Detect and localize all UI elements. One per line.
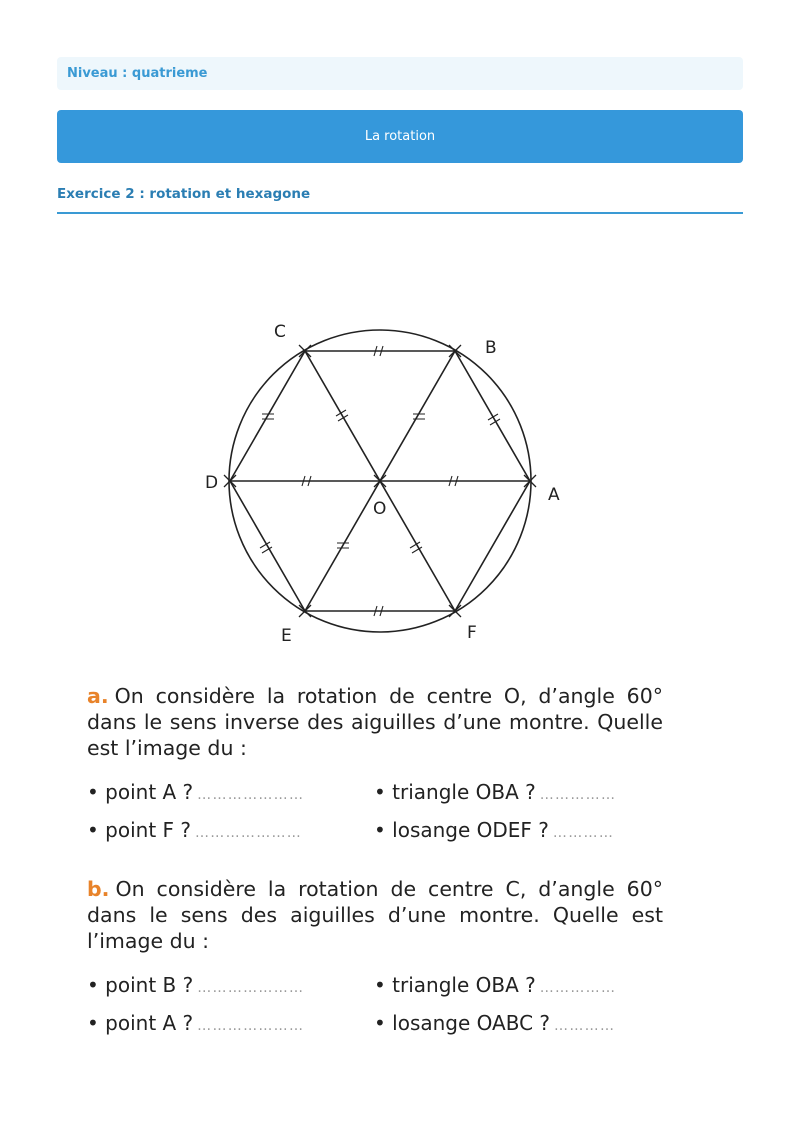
list-item: • losange ODEF ? ………… — [374, 818, 615, 842]
answer-blank[interactable]: ………………… — [197, 787, 305, 803]
label-o: O — [373, 499, 387, 519]
label-e: E — [281, 626, 292, 646]
label-b: B — [485, 338, 497, 358]
label-f: F — [467, 623, 477, 643]
level-label: Niveau : quatrieme — [67, 66, 208, 81]
answer-blank[interactable]: ………………… — [195, 825, 303, 841]
list-item: • point B ? ………………… — [87, 973, 305, 997]
label-c: C — [274, 322, 286, 342]
answer-blank[interactable]: ………… — [552, 825, 615, 841]
label-a: A — [548, 485, 560, 505]
label-d: D — [205, 473, 219, 493]
answer-blank[interactable]: …………… — [539, 787, 617, 803]
question-b-row-2 — [87, 1011, 667, 1039]
question-a-text: On considère la rotation de centre O, d’angle 60° dans le sens inverse des aiguilles d’une montre. Quelle est l’image du : — [87, 684, 663, 760]
list-item: • point F ? ………………… — [87, 818, 303, 842]
question-b-text: On considère la rotation de centre C, d’angle 60° dans le sens des aiguilles d’une montre. Quelle est l’image du : — [87, 877, 663, 953]
answer-blank[interactable]: …………… — [539, 980, 617, 996]
question-a-row-2 — [87, 818, 667, 846]
exercise-title: Exercice 2 : rotation et hexagone — [57, 186, 311, 202]
question-b-row-1 — [87, 973, 667, 1001]
question-a-row-1 — [87, 780, 667, 808]
question-b — [87, 876, 663, 954]
question-a — [87, 683, 663, 761]
list-item: • point A ? ………………… — [87, 780, 305, 804]
list-item: • point A ? ………………… — [87, 1011, 305, 1035]
question-b-letter: b. — [87, 877, 110, 901]
answer-blank[interactable]: ………………… — [197, 1018, 305, 1034]
list-item: • losange OABC ? ………… — [374, 1011, 616, 1035]
question-a-letter: a. — [87, 684, 109, 708]
list-item: • triangle OBA ? …………… — [374, 780, 617, 804]
lesson-title: La rotation — [364, 129, 436, 144]
answer-blank[interactable]: ………………… — [197, 980, 305, 996]
list-item: • triangle OBA ? …………… — [374, 973, 617, 997]
answer-blank[interactable]: ………… — [554, 1018, 616, 1034]
